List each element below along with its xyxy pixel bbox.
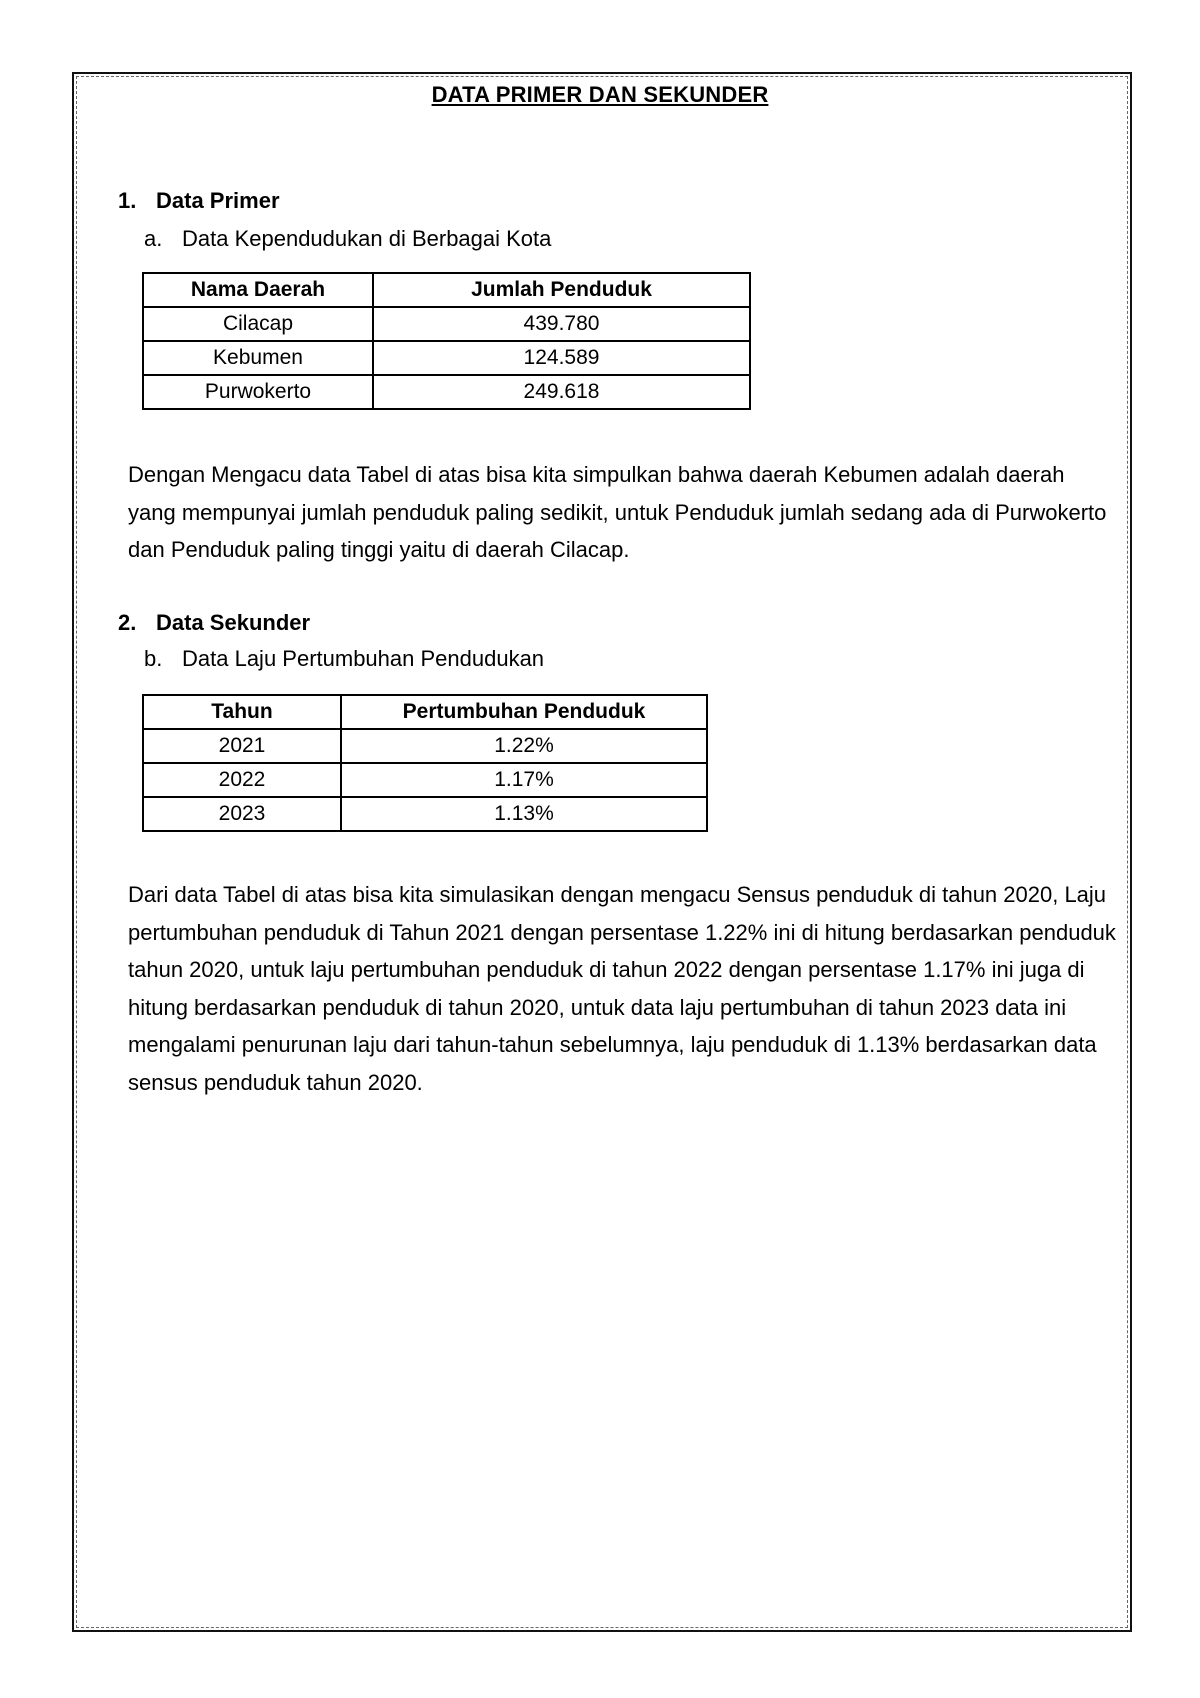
- table-cell: 249.618: [373, 375, 750, 409]
- table-cell: 1.22%: [341, 729, 707, 763]
- table-cell: 439.780: [373, 307, 750, 341]
- section-1-title: Data Primer: [156, 188, 280, 213]
- section-1-number: 1.: [118, 188, 137, 213]
- table-row: [143, 729, 707, 763]
- table-header-cell: Nama Daerah: [143, 273, 373, 307]
- section-2-subheading: [144, 646, 544, 672]
- growth-table: [142, 694, 708, 832]
- table-header-row: [143, 273, 750, 307]
- table-cell: 1.17%: [341, 763, 707, 797]
- table-row: [143, 797, 707, 831]
- table-header-cell: Tahun: [143, 695, 341, 729]
- table-cell: 124.589: [373, 341, 750, 375]
- table-cell: 2021: [143, 729, 341, 763]
- section-2-number: 2.: [118, 610, 137, 635]
- section-1-subheading: [144, 226, 551, 252]
- table-header-cell: Jumlah Penduduk: [373, 273, 750, 307]
- table-header-cell: Pertumbuhan Penduduk: [341, 695, 707, 729]
- section-2-title: Data Sekunder: [156, 610, 311, 635]
- table-row: [143, 307, 750, 341]
- section-1-sub-letter: a.: [144, 226, 163, 251]
- table-header-row: [143, 695, 707, 729]
- table-row: [143, 763, 707, 797]
- section-2-paragraph: Dari data Tabel di atas bisa kita simulasikan dengan mengacu Sensus penduduk di tahun 2020, Laju pertumbuhan penduduk di Tahun 2021 dengan persentase 1.22% ini di hitung berdasarkan penduduk tahun 2020, untuk laju pertumbuhan penduduk di tahun 2022 dengan persentase 1.17% ini juga di hitung berdasarkan penduduk di tahun 2020, untuk data laju pertumbuhan di tahun 2023 data ini mengalami penurunan laju dari tahun-tahun sebelumnya, laju penduduk di 1.13% berdasarkan data sensus penduduk tahun 2020.: [128, 882, 1116, 1095]
- table-cell: 1.13%: [341, 797, 707, 831]
- table-cell: Purwokerto: [143, 375, 373, 409]
- section-1-heading: [118, 188, 280, 214]
- table-cell: Kebumen: [143, 341, 373, 375]
- table-row: [143, 341, 750, 375]
- section-1-sub-title: Data Kependudukan di Berbagai Kota: [182, 226, 552, 251]
- population-table: [142, 272, 751, 410]
- table-cell: Cilacap: [143, 307, 373, 341]
- table-row: [143, 375, 750, 409]
- document-title: DATA PRIMER DAN SEKUNDER: [431, 82, 769, 107]
- section-1-paragraph: Dengan Mengacu data Tabel di atas bisa kita simpulkan bahwa daerah Kebumen adalah daerah yang mempunyai jumlah penduduk paling sedikit, untuk Penduduk jumlah sedang ada di Purwokerto dan Penduduk paling tinggi yaitu di daerah Cilacap.: [128, 462, 1107, 562]
- table-cell: 2022: [143, 763, 341, 797]
- section-2-sub-letter: b.: [144, 646, 163, 671]
- section-2-heading: [118, 610, 310, 636]
- table-cell: 2023: [143, 797, 341, 831]
- section-2-sub-title: Data Laju Pertumbuhan Pendudukan: [182, 646, 545, 671]
